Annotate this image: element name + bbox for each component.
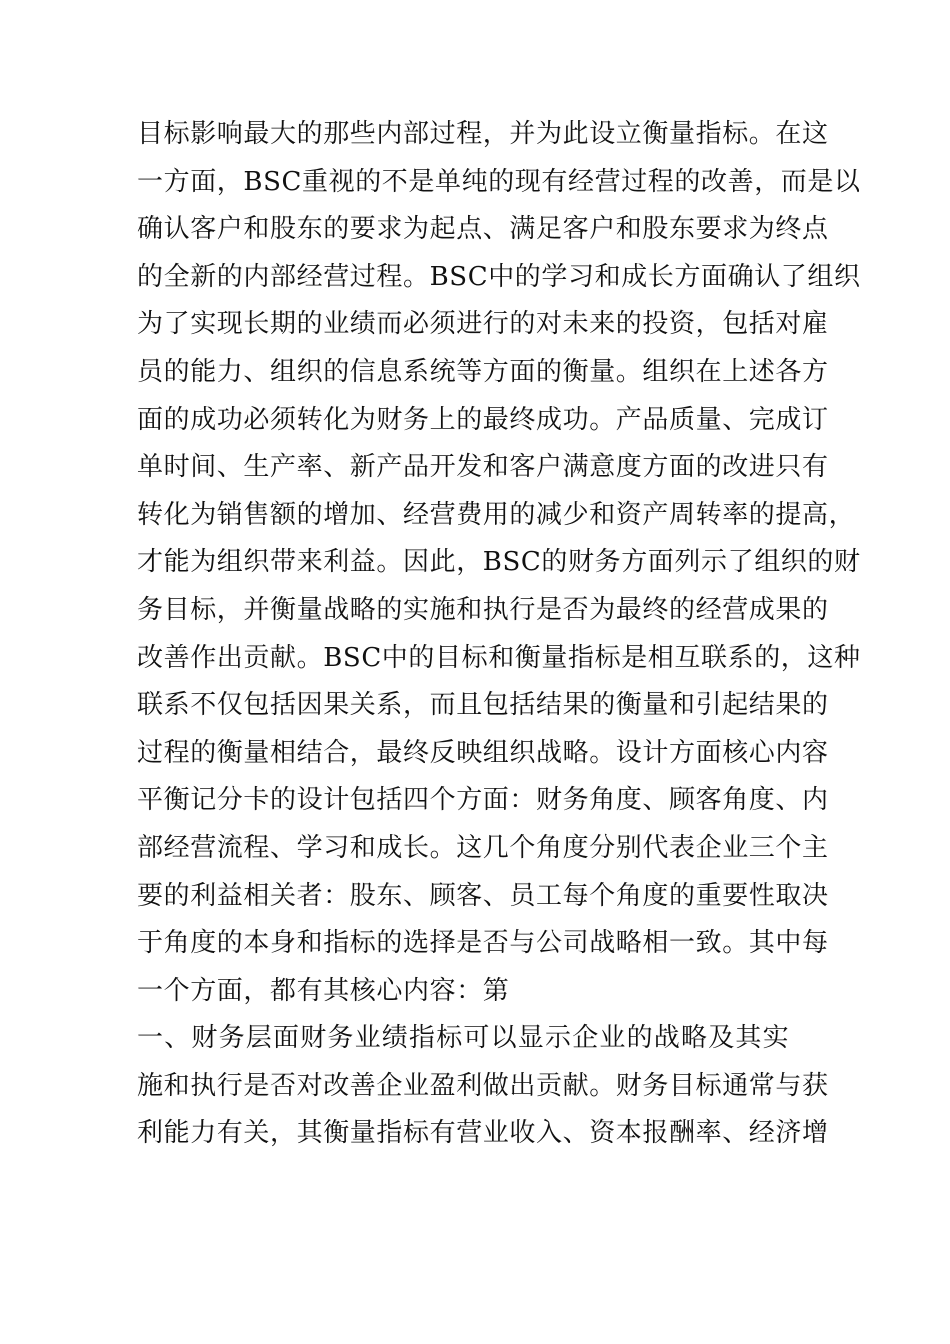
text-line: 过程的衡量相结合，最终反映组织战略。设计方面核心内容	[137, 737, 829, 768]
text-line: 务目标，并衡量战略的实施和执行是否为最终的经营成果的	[137, 594, 829, 625]
text-line: 施和执行是否对改善企业盈利做出贡献。财务目标通常与获	[137, 1070, 829, 1101]
text-line: 部经营流程、学习和成长。这几个角度分别代表企业三个主	[137, 832, 829, 863]
text-line: 于角度的本身和指标的选择是否与公司战略相一致。其中每	[137, 928, 829, 959]
text-line: 一个方面，都有其核心内容：第	[137, 975, 510, 1006]
body-text	[137, 111, 861, 1158]
text-line: 才能为组织带来利益。因此，BSC的财务方面列示了组织的财	[137, 547, 861, 578]
text-line: 要的利益相关者：股东、顾客、员工每个角度的重要性取决	[137, 880, 829, 911]
text-line: 员的能力、组织的信息系统等方面的衡量。组织在上述各方	[137, 356, 829, 387]
text-line: 转化为销售额的增加、经营费用的减少和资产周转率的提高，	[137, 499, 856, 530]
text-line: 改善作出贡献。BSC中的目标和衡量指标是相互联系的，这种	[137, 642, 861, 673]
text-line: 面的成功必须转化为财务上的最终成功。产品质量、完成订	[137, 404, 829, 435]
text-line: 单时间、生产率、新产品开发和客户满意度方面的改进只有	[137, 452, 829, 483]
section-heading: 一、财务层面财务业绩指标可以显示企业的战略及其实	[137, 1023, 790, 1054]
text-line: 的全新的内部经营过程。BSC中的学习和成长方面确认了组织	[137, 261, 861, 292]
text-line: 联系不仅包括因果关系，而且包括结果的衡量和引起结果的	[137, 690, 829, 721]
text-line: 目标影响最大的那些内部过程，并为此设立衡量指标。在这	[137, 119, 829, 149]
text-line: 确认客户和股东的要求为起点、满足客户和股东要求为终点	[137, 214, 829, 245]
text-line: 平衡记分卡的设计包括四个方面：财务角度、顾客角度、内	[137, 785, 829, 816]
text-line: 为了实现长期的业绩而必须进行的对未来的投资，包括对雇	[137, 309, 829, 340]
text-line: 一方面，BSC重视的不是单纯的现有经营过程的改善，而是以	[137, 166, 861, 197]
text-line: 利能力有关，其衡量指标有营业收入、资本报酬率、经济增	[137, 1118, 829, 1149]
